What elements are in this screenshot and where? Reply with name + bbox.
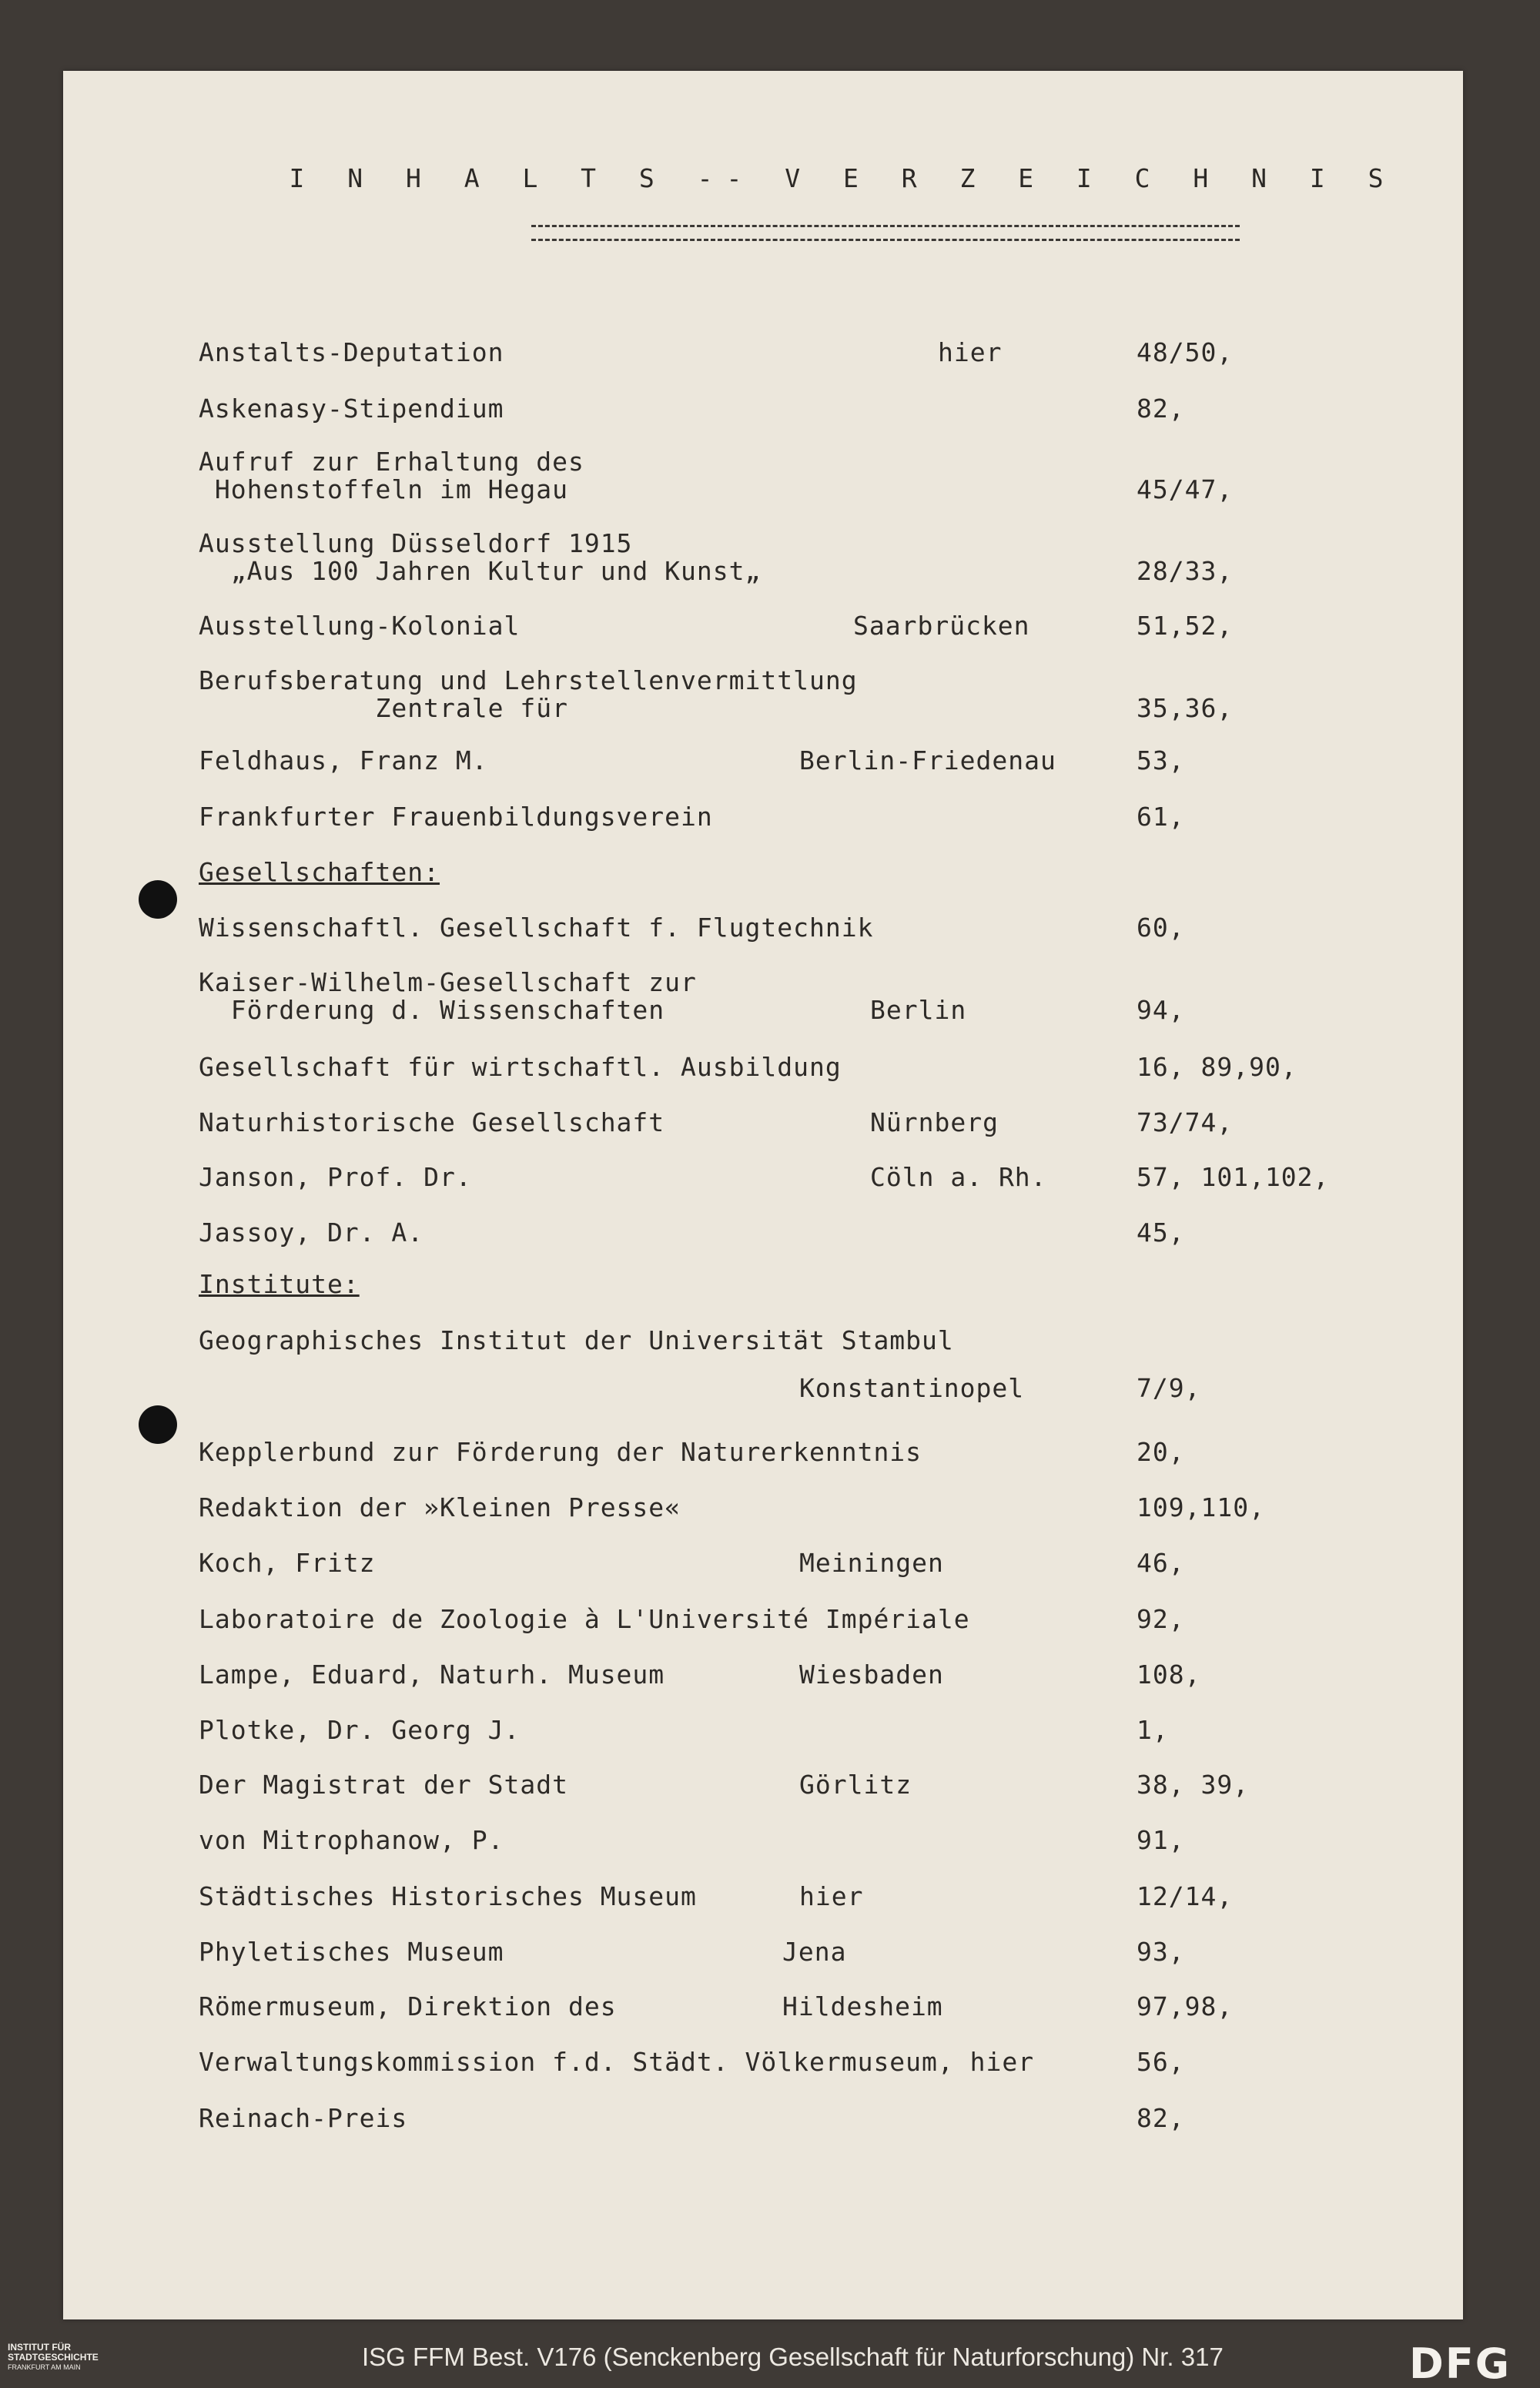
entry-label: Feldhaus, Franz M. [199,745,488,775]
entry-pages: 97,98, [1137,1991,1234,2021]
entry-label: Reinach-Preis [199,2103,408,2133]
entry-pages: 16, 89,90, [1137,1052,1297,1082]
entry-pages: 45, [1137,1217,1185,1248]
entry-label: Gesellschaft für wirtschaftl. Ausbildung [199,1052,842,1082]
archive-footer [0,2326,1540,2386]
entry-place: Wiesbaden [799,1660,944,1690]
entry-pages: 73/74, [1137,1107,1234,1137]
entry-pages: 7/9, [1137,1373,1201,1403]
entry-label: Kepplerbund zur Förderung der Naturerkenntnis [199,1437,922,1467]
entry-pages: 82, [1137,2103,1185,2133]
punch-hole [139,880,177,919]
entry-label: Ausstellung Düsseldorf 1915 [199,528,633,558]
entry-label: Wissenschaftl. Gesellschaft f. Flugtechnik [199,913,874,943]
entry-place: Görlitz [799,1770,912,1800]
entry-place: Hildesheim [782,1991,943,2021]
entry-pages: 45/47, [1137,474,1234,504]
entry-label: Städtisches Historisches Museum [199,1881,697,1911]
entry-label: Verwaltungskommission f.d. Städt. Völkermuseum, hier [199,2047,1035,2077]
title-underline [531,239,1240,241]
entry-pages: 38, 39, [1137,1770,1250,1800]
entry-label: Berufsberatung und Lehrstellenvermittlung [199,665,858,695]
entry-label: Janson, Prof. Dr. [199,1162,472,1192]
entry-label: Lampe, Eduard, Naturh. Museum [199,1660,665,1690]
entry-place: Jena [782,1937,847,1967]
entry-label: Naturhistorische Gesellschaft [199,1107,665,1137]
punch-hole [139,1405,177,1444]
entry-pages: 57, 101,102, [1137,1162,1330,1192]
entry-label: Phyletisches Museum [199,1937,504,1967]
entry-pages: 56, [1137,2047,1185,2077]
entry-pages: 91, [1137,1825,1185,1855]
entry-pages: 61, [1137,802,1185,832]
entry-label: Ausstellung-Kolonial [199,611,521,641]
entry-place: Cöln a. Rh. [870,1162,1047,1192]
entry-pages: 60, [1137,913,1185,943]
entry-label: Der Magistrat der Stadt [199,1770,568,1800]
entry-pages: 35,36, [1137,693,1234,723]
entry-label: Koch, Fritz [199,1548,376,1578]
entry-label: Geographisches Institut der Universität Stambul [199,1325,954,1355]
entry-place: hier [799,1881,864,1911]
entry-label: Römermuseum, Direktion des [199,1991,617,2021]
entry-pages: 92, [1137,1604,1185,1634]
entry-label: Anstalts-Deputation [199,337,504,367]
entry-label: Laboratoire de Zoologie à L'Université Impériale [199,1604,970,1634]
entry-pages: 20, [1137,1437,1185,1467]
institution-logo: INSTITUT FÜR STADTGESCHICHTE FRANKFURT AM MAIN [8,2342,99,2371]
entry-place: Berlin-Friedenau [799,745,1056,775]
entry-pages: 1, [1137,1715,1169,1745]
title-underline [531,225,1240,227]
section-heading: Gesellschaften: [199,857,440,887]
entry-place: Berlin [870,995,967,1025]
entry-place: Nürnberg [870,1107,999,1137]
dfg-logo: DFG [1409,2339,1512,2388]
entry-pages: 53, [1137,745,1185,775]
entry-label: Jassoy, Dr. A. [199,1217,424,1248]
entry-place: Saarbrücken [853,611,1030,641]
section-heading: Institute: [199,1269,360,1299]
entry-label-continuation: „Aus 100 Jahren Kultur und Kunst„ [199,556,762,586]
entry-place: hier [938,337,1003,367]
entry-place: Meiningen [799,1548,944,1578]
entry-label: Redaktion der »Kleinen Presse« [199,1492,681,1522]
entry-pages: 93, [1137,1937,1185,1967]
entry-label: Plotke, Dr. Georg J. [199,1715,521,1745]
entry-pages: 51,52, [1137,611,1234,641]
entry-pages: 82, [1137,394,1185,424]
entry-pages: 109,110, [1137,1492,1265,1522]
entry-pages: 94, [1137,995,1185,1025]
entry-pages: 46, [1137,1548,1185,1578]
entry-label: Kaiser-Wilhelm-Gesellschaft zur [199,967,697,997]
entry-label-continuation: Förderung d. Wissenschaften [199,995,665,1025]
document-title: I N H A L T S -- V E R Z E I C H N I S [289,163,1398,193]
entry-label: Aufruf zur Erhaltung des [199,447,584,477]
entry-label: Askenasy-Stipendium [199,394,504,424]
archive-caption: ISG FFM Best. V176 (Senckenberg Gesellschaft für Naturforschung) Nr. 317 [362,2343,1224,2371]
entry-pages: 28/33, [1137,556,1234,586]
entry-pages: 108, [1137,1660,1201,1690]
entry-label-continuation: Hohenstoffeln im Hegau [199,474,568,504]
entry-label-continuation: Zentrale für [199,693,568,723]
entry-label: von Mitrophanow, P. [199,1825,504,1855]
entry-place: Konstantinopel [799,1373,1025,1403]
entry-pages: 12/14, [1137,1881,1234,1911]
entry-label: Frankfurter Frauenbildungsverein [199,802,713,832]
entry-pages: 48/50, [1137,337,1234,367]
